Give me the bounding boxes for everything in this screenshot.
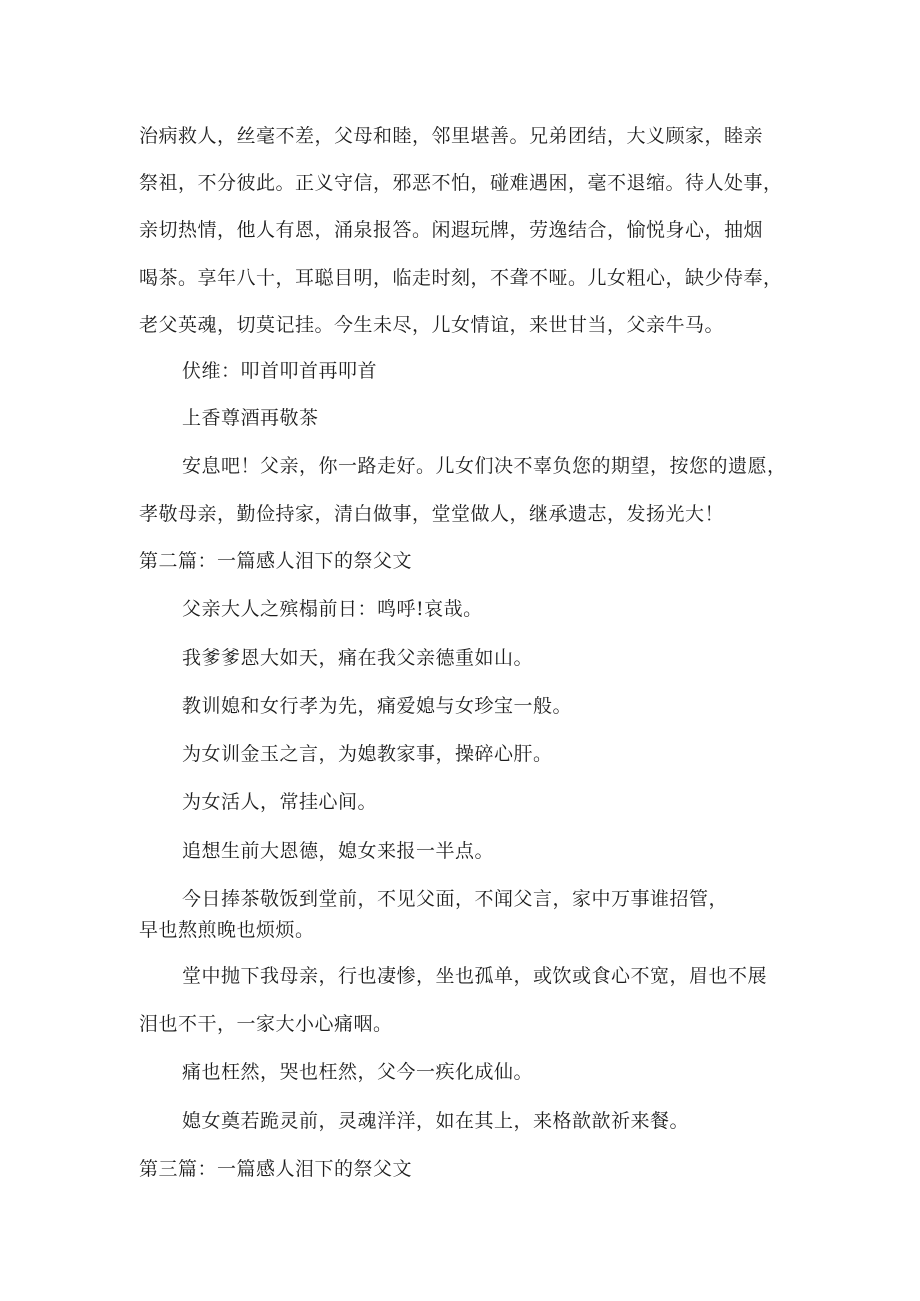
text-line: 堂中抛下我母亲，行也凄惨，坐也孤单，或饮或食心不宽，眉也不展 [182, 965, 768, 987]
text-line: 为女活人，常挂心间。 [182, 791, 378, 813]
text-line: 今日捧茶敬饭到堂前，不见父面，不闻父言，家中万事谁招管， [182, 888, 729, 910]
text-line: 早也熬煎晚也烦烦。 [139, 919, 315, 941]
text-line: 亲切热情，他人有恩，涌泉报答。闲遐玩牌，劳逸结合，愉悦身心，抽烟 [139, 219, 764, 241]
text-line: 安息吧！父亲，你一路走好。儿女们决不辜负您的期望，按您的遗愿， [182, 455, 787, 477]
text-line: 泪也不干，一家大小心痛咽。 [139, 1013, 393, 1035]
text-line: 父亲大人之殡榻前日：鸣呼!哀哉。 [182, 598, 483, 620]
section-heading: 第二篇：一篇感人泪下的祭父文 [139, 550, 413, 572]
text-line: 孝敬母亲，勤俭持家，清白做事，堂堂做人，继承遗志，发扬光大！ [139, 503, 725, 525]
text-line: 教训媳和女行孝为先，痛爱媳与女珍宝一般。 [182, 695, 573, 717]
text-line: 痛也枉然，哭也枉然，父今一疾化成仙。 [182, 1061, 534, 1083]
text-line: 为女训金玉之言，为媳教家事，操碎心肝。 [182, 743, 553, 765]
text-line: 上香尊酒再敬茶 [182, 407, 319, 429]
text-line: 我爹爹恩大如天，痛在我父亲德重如山。 [182, 647, 534, 669]
text-line: 喝茶。享年八十，耳聪目明，临走时刻，不聋不哑。儿女粗心，缺少侍奉， [139, 267, 783, 289]
text-line: 治病救人，丝毫不差，父母和睦，邻里堪善。兄弟团结，大义顾家，睦亲 [139, 125, 764, 147]
text-line: 媳女奠若跪灵前，灵魂洋洋，如在其上，来格歆歆祈来餐。 [182, 1110, 690, 1132]
text-line: 老父英魂，切莫记挂。今生未尽，儿女情谊，来世甘当，父亲牛马。 [139, 314, 725, 336]
text-line: 伏维：叩首叩首再叩首 [182, 360, 378, 382]
text-line: 追想生前大恩德，媳女来报一半点。 [182, 840, 495, 862]
text-line: 祭祖，不分彼此。正义守信，邪恶不怕，碰难遇困，毫不退缩。待人处事， [139, 172, 783, 194]
section-heading: 第三篇：一篇感人泪下的祭父文 [139, 1158, 413, 1180]
